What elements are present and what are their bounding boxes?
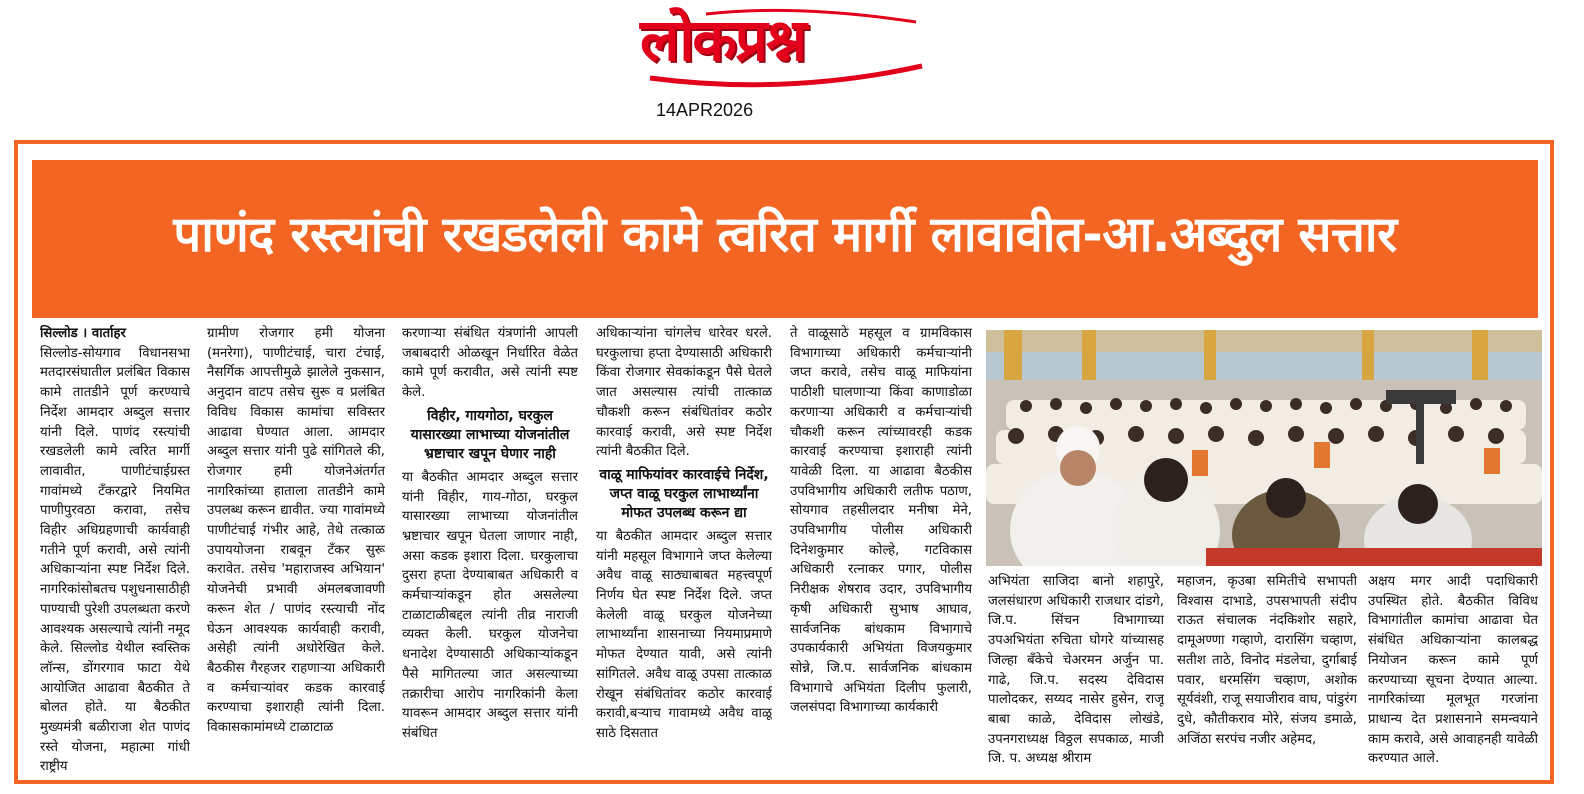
column-6-text: अभियंता साजिदा बानो शहापुरे, जलसंधारण अधिकारी राजधार दांडगे, जि.प. सिंचन विभागाच्या उपअभियंता रुचिता घोगरे यांच्यासह जिल्हा बँकेचे चेअरमन अर्जुन पा. गाढे, जि.प. सदस्य देविदास पालोदकर, सय्यद नासेर हुसेन, राजू बाबा काळे, देविदास लोखंडे, उपनगराध्यक्ष विठ्ठल सपकाळ, माजी जि. प. अध्यक्ष श्रीराम: [988, 574, 1164, 767]
meeting-photo: [986, 330, 1542, 566]
article-column-4: [596, 324, 772, 776]
column-4-text-a: अधिकाऱ्यांना चांगलेच धारेवर धरले. घरकुलाचा हप्ता देण्यासाठी अधिकारी किंवा रोजगार सेवकांकडून पैसे घेतले जात असल्यास त्यांची तात्काळ चौकशी करून संबंधितांवर कठोर कारवाई करावी, असे स्पष्ट निर्देश त्यांनी बैठकीत दिले.: [596, 326, 772, 460]
column-2-text: ग्रामीण रोजगार हमी योजना (मनरेगा), पाणीटंचाई, चारा टंचाई, नैसर्गिक आपत्तीमुळे झालेले नुकसान, अनुदान वाटप तसेच सुरू व प्रलंबित विविध विकास कामांचा सविस्तर आढावा घेण्यात आला. आमदार अब्दुल सत्तार यांनी पुढे सांगितले की, रोजगार हमी योजनेअंतर्गत नागरिकांच्या हाताला तातडीने कामे उपलब्ध करून द्यावीत. ज्या गावांमध्ये पाणीटंचाई गंभीर आहे, तेथे तत्काळ उपाययोजना राबवून टँकर सुरू करावेत. तसेच 'महाराजस्व अभियान' योजनेची प्रभावी अंमलबजावणी करून शेत / पाणंद रस्त्याची नोंद घेऊन आवश्यक कार्यवाही करावी, असेही त्यांनी अधोरेखित केले. बैठकीस गैरहजर राहणाऱ्या अधिकारी व कर्मचाऱ्यांवर कडक कारवाई करण्याचा इशाराही त्यांनी दिला. विकासकामांमध्ये टाळाटाळ: [207, 326, 385, 736]
column-8-text: अक्षय मगर आदी पदाधिकारी उपस्थित होते. बैठकीत विविध विभागांतील कामांचा आढावा घेत संबंधित अधिकाऱ्यांना कालबद्ध नियोजन करून कामे पूर्ण करण्याच्या सूचना देण्यात आल्या. नागरिकांच्या मूलभूत गरजांना प्राधान्य देत प्रशासनाने समन्वयाने काम करावे, असे आवाहनही यावेळी करण्यात आले.: [1368, 574, 1538, 767]
article-column-5: [790, 324, 972, 776]
article-column-7: [1177, 572, 1357, 772]
headline-banner: [32, 160, 1538, 318]
article-column-1: [40, 324, 190, 774]
masthead-logo: लोकप्रश्न: [640, 6, 805, 74]
article-column-3: [402, 324, 578, 776]
masthead: [640, 4, 940, 100]
article-column-2: [207, 324, 385, 776]
headline: पाणंद रस्त्यांची रखडलेली कामे त्वरित मार्गी लावावीत-आ.अब्दुल सत्तार: [173, 206, 1397, 263]
column-3-text-b: या बैठकीत आमदार अब्दुल सत्तार यांनी विहीर, गाय-गोठा, घरकुल यासारख्या लाभाच्या योजनांतील भ्रष्टाचार खपून घेतला जाणार नाही, असा कडक इशारा दिला. घरकुलाचा दुसरा हप्ता देण्याबाबत अधिकारी व कर्मचाऱ्यांकडून होत असलेल्या टाळाटाळीबद्दल त्यांनी तीव्र नाराजी व्यक्त केली. घरकुल योजनेचा धनादेश देण्यासाठी अधिकाऱ्यांकडून पैसे मागितल्या जात असल्याच्या तक्रारीचा आरोप नागरिकांनी केला यावरून आमदार अब्दुल सत्तार यांनी संबंधित: [402, 469, 578, 741]
column-1-text: सिल्लोड-सोयगाव विधानसभा मतदारसंघातील प्रलंबित विकास कामे तातडीने पूर्ण करण्याचे निर्देश आमदार अब्दुल सत्तार यांनी दिले. पाणंद रस्त्यांची रखडलेली कामे त्वरित मार्गी लावावीत, पाणीटंचाईग्रस्त गावांमध्ये टँकरद्वारे नियमित पाणीपुरवठा करावा, तसेच विहीर अधिग्रहणाची कार्यवाही गतीने पूर्ण करावी, असे त्यांनी अधिकाऱ्यांना स्पष्ट निर्देश दिले. नागरिकांसोबतच पशुधनासाठीही पाण्याची पुरेशी उपलब्धता करणे आवश्यक असल्याचे त्यांनी नमूद केले. सिल्लोड येथील स्वस्तिक लॉन्स, डोंगरगाव फाटा येथे आयोजित आढावा बैठकीत ते बोलत होते. या बैठकीत मुख्यमंत्री बळीराजा शेत पाणंद रस्ते योजना, महात्मा गांधी राष्ट्रीय: [40, 345, 190, 774]
article-column-6: [988, 572, 1164, 772]
column-4-text-b: या बैठकीत आमदार अब्दुल सत्तार यांनी महसूल विभागाने जप्त केलेल्या अवैध वाळू साठ्याबाबत महत्त्वपूर्ण निर्णय घेत स्पष्ट निर्देश दिले. जप्त केलेली वाळू घरकुल योजनेच्या लाभार्थ्यांना शासनाच्या नियमाप्रमाणे मोफत देण्यात यावी, असे त्यांनी सांगितले. अवैध वाळू उपसा तात्काळ रोखून संबंधितांवर कठोर कारवाई करावी,बऱ्याच गावामध्ये अवैध वाळू साठे दिसतात: [596, 528, 772, 741]
publication-date: 14APR2026: [656, 100, 754, 120]
article-column-8: [1368, 572, 1538, 772]
column-5-text: ते वाळूसाठे महसूल व ग्रामविकास विभागाच्या अधिकारी कर्मचाऱ्यांनी जप्त करावे, तसेच वाळू माफियांना पाठीशी घालणाऱ्या किंवा काणाडोळा करणाऱ्या अधिकारी व कर्मचाऱ्यांची चौकशी करून त्यांच्यावरही कडक कारवाई करण्याचा इशाराही त्यांनी यावेळी दिला. या आढावा बैठकीस उपविभागीय अधिकारी लतीफ पठाण, सोयगाव तहसीलदार मनीषा मेने, उपविभागीय पोलीस अधिकारी दिनेशकुमार कोल्हे, गटविकास अधिकारी रत्नाकर पगार, पोलीस निरीक्षक शेषराव उदार, उपविभागीय कृषी अधिकारी सुभाष आघाव, सार्वजनिक बांधकाम विभागाचे उपकार्यकारी अभियंता विजयकुमार सोन्ने, जि.प. सार्वजनिक बांधकाम विभागाचे अभियंता दिलीप फुलारी, जलसंपदा विभागाच्या कार्यकारी: [790, 326, 972, 716]
byline: सिल्लोड । वार्ताहर: [40, 326, 126, 341]
column-3-text-a: करणाऱ्या संबंधित यंत्रणांनी आपली जबाबदारी ओळखून निर्धारित वेळेत कामे पूर्ण करावीत, असे त्यांनी स्पष्ट केले.: [402, 326, 578, 401]
subheading-corruption: विहीर, गायगोठा, घरकुल यासारख्या लाभाच्या योजनांतील भ्रष्टाचार खपून घेणार नाही: [410, 407, 570, 462]
column-7-text: महाजन, कृउबा समितीचे सभापती विश्वास दाभाडे, उपसभापती संदीप राऊत संचालक नंदकिशोर सहारे, दामूअण्णा गव्हाणे, दारासिंग चव्हाण, सतीश ताठे, विनोद मंडलेचा, दुर्गाबाई पवार, धरमसिंग चव्हाण, अशोक सूर्यवंशी, राजू सयाजीराव वाघ, पांडुरंग दुधे, कौतीकराव मोरे, संजय डमाळे, अजिंठा सरपंच नजीर अहेमद,: [1177, 574, 1357, 747]
subheading-sand-mafia: वाळू माफियांवर कारवाईचे निर्देश, जप्त वाळू घरकुल लाभार्थ्यांना मोफत उपलब्ध करून द्या: [599, 466, 769, 521]
